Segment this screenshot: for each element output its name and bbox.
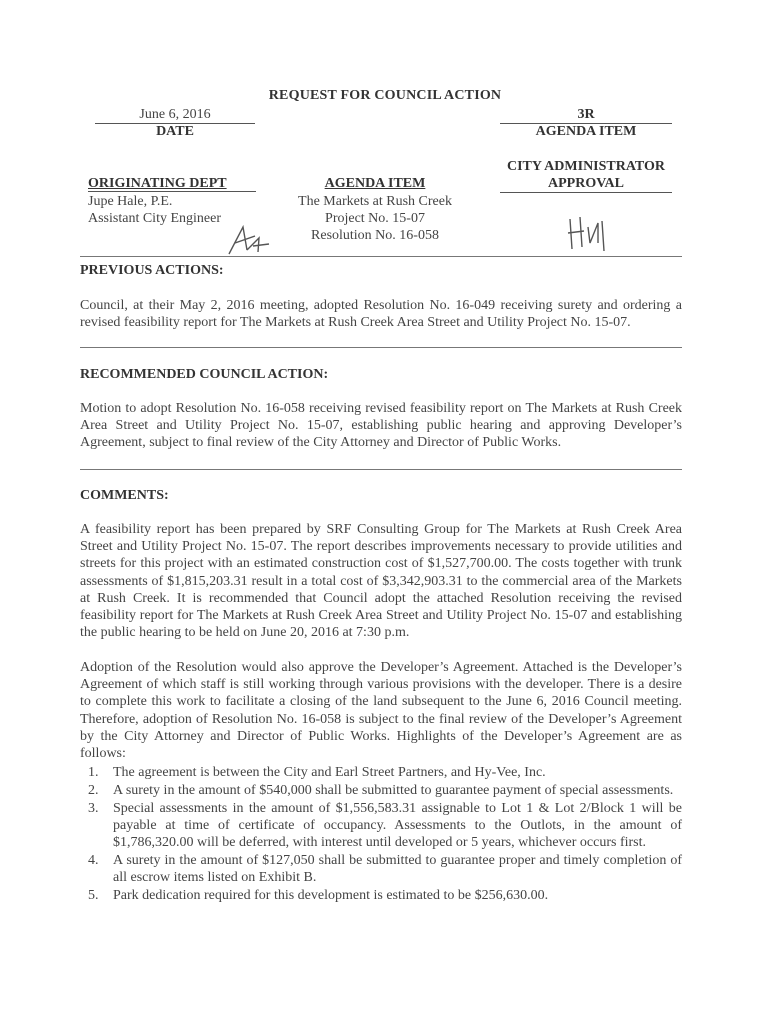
originating-dept-name: Jupe Hale, P.E. (88, 194, 173, 209)
list-item (88, 800, 682, 851)
list-item-text: A surety in the amount of $540,000 shall be submitted to guarantee payment of special assessments. (113, 783, 674, 798)
originating-dept-underline (88, 191, 256, 192)
city-administrator-label: CITY ADMINISTRATOR (506, 159, 666, 174)
list-item-text: Park dedication required for this development is estimated to be $256,630.00. (113, 888, 549, 903)
agenda-item-label: AGENDA ITEM (535, 124, 637, 139)
date-label: DATE (156, 124, 194, 139)
document-title: REQUEST FOR COUNCIL ACTION (268, 88, 502, 103)
list-item-text: A surety in the amount of $127,050 shall be submitted to guarantee proper and timely completion of all escrow items listed on Exhibit B. (113, 853, 682, 885)
originating-dept-title: Assistant City Engineer (88, 211, 221, 226)
list-item (88, 887, 682, 904)
previous-actions-heading: PREVIOUS ACTIONS: (80, 263, 224, 278)
date-value: June 6, 2016 (139, 107, 211, 122)
list-item (88, 852, 682, 886)
administrator-initials-signature (562, 213, 612, 253)
list-item-number: 1. (88, 765, 99, 780)
comments-heading: COMMENTS: (80, 488, 169, 503)
recommended-action-heading: RECOMMENDED COUNCIL ACTION: (80, 367, 329, 382)
list-item-text: The agreement is between the City and Earl Street Partners, and Hy-Vee, Inc. (113, 765, 546, 780)
agenda-item-line3: Resolution No. 16-058 (311, 228, 439, 243)
agenda-item-heading: AGENDA ITEM (324, 176, 426, 191)
approval-underline (500, 192, 672, 193)
comments-paragraph-2: Adoption of the Resolution would also approve the Developer’s Agreement. Attached is the Developer’s Agreement of which staff is still working through various provisions with the developer. There is a desire to complete this work to facilitate a closing of the land subsequent to the June 6, 2016 Council meeting. Therefore, adoption of Resolution No. 16-058 is subject to the final review of the Developer’s Agreement by the City Attorney and Director of Public Works. Highlights of the Developer’s Agreement are as follows: (80, 660, 682, 762)
previous-actions-text: Council, at their May 2, 2016 meeting, adopted Resolution No. 16-049 receiving surety and ordering a revised feasibility report for The Markets at Rush Creek Area Street and Utility Project No. 15-07. (80, 298, 682, 331)
list-item (88, 782, 682, 799)
highlights-list (88, 764, 682, 905)
agenda-item-line1: The Markets at Rush Creek (298, 194, 452, 209)
agenda-item-number: 3R (577, 107, 595, 122)
list-item-text: Special assessments in the amount of $1,556,583.31 assignable to Lot 1 & Lot 2/Block 1 will be payable at time of certificate of occupancy. Assessments to the Outlots, in the amount of $1,786,320.00 will be deferred, with interest until developed or 5 years, whichever occurs first. (113, 801, 682, 850)
recommended-action-divider (80, 469, 682, 470)
list-item-number: 4. (88, 853, 99, 868)
list-item-number: 3. (88, 801, 99, 816)
list-item-number: 5. (88, 888, 99, 903)
header-divider (80, 256, 682, 257)
dept-initials-signature (225, 224, 273, 258)
originating-dept-heading: ORIGINATING DEPT (88, 176, 227, 191)
previous-actions-divider (80, 347, 682, 348)
recommended-action-text: Motion to adopt Resolution No. 16-058 receiving revised feasibility report on The Markets at Rush Creek Area Street and Utility Project No. 15-07, establishing public hearing and approving Developer’s Agreement, subject to final review of the City Attorney and Director of Public Works. (80, 401, 682, 451)
comments-paragraph-1: A feasibility report has been prepared by SRF Consulting Group for The Markets at Rush Creek Area Street and Utility Project No. 15-07. The report describes improvements necessary to provide utilities and streets for this project with an estimated construction cost of $1,527,700.00. The costs together with trunk assessments of $1,815,203.31 result in a total cost of $3,342,903.31 to the commercial area of the Markets at Rush Creek. It is recommended that Council adopt the attached Resolution receiving the revised feasibility report for The Markets at Rush Creek Area Street and Utility Project No. 15-07 and establishing the public hearing to be held on June 20, 2016 at 7:30 p.m. (80, 522, 682, 641)
list-item (88, 764, 682, 781)
list-item-number: 2. (88, 783, 99, 798)
approval-label: APPROVAL (548, 176, 624, 191)
agenda-item-line2: Project No. 15-07 (325, 211, 425, 226)
